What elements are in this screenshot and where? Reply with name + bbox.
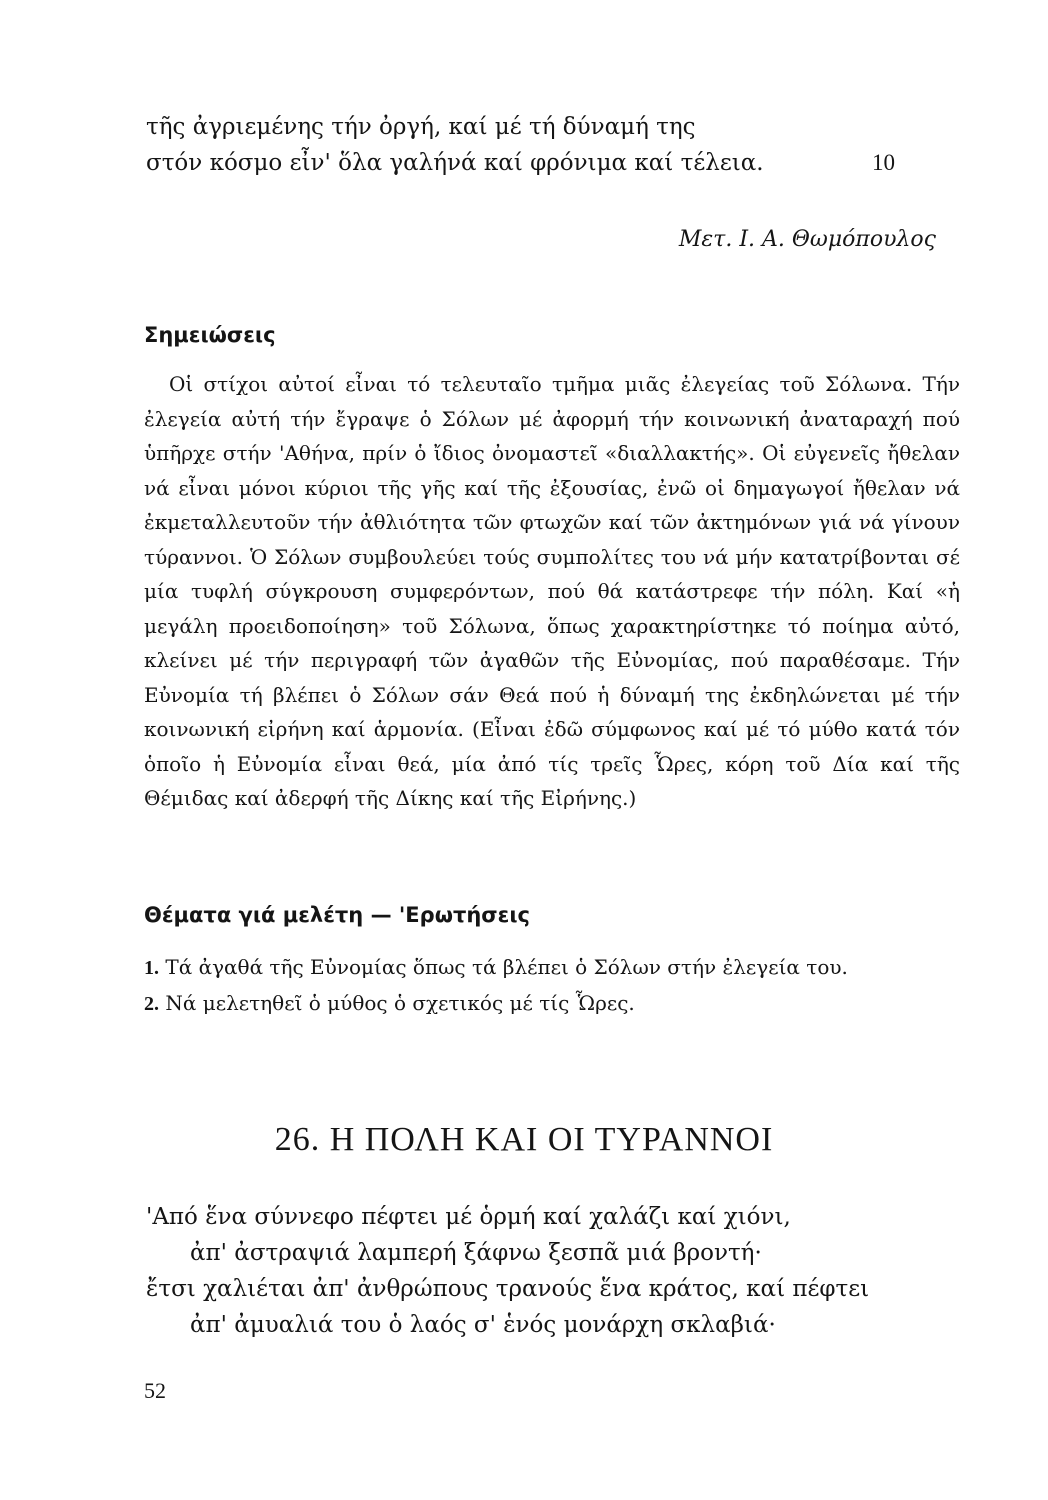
question-text: Νά μελετηθεῖ ὁ μύθος ὁ σχετικός μέ τίς Ὧρες. — [165, 990, 635, 1015]
question-number: 2. — [144, 992, 159, 1015]
poem-line: ἀπ' ἀμυαλιά του ὁ λαός σ' ἑνός μονάρχη σκλαβιά· — [190, 1312, 776, 1338]
poem-line: στόν κόσμο εἶν' ὅλα γαλήνά καί φρόνιμα καί τέλεια. — [146, 150, 764, 176]
poem-line: 'Από ἕνα σύννεφο πέφτει μέ ὁρμή καί χαλάζι καί χιόνι, — [146, 1204, 791, 1230]
questions-list — [144, 950, 974, 1021]
question-number: 1. — [144, 957, 159, 979]
notes-text — [144, 367, 960, 816]
translator-credit: Μετ. Ι. Α. Θωμόπουλος — [678, 227, 936, 252]
line-number: 10 — [872, 150, 895, 175]
page-number: 52 — [144, 1378, 166, 1403]
notes-heading: Σημειώσεις — [144, 323, 276, 347]
poem-line: ἔτσι χαλιέται ἀπ' ἀνθρώπους τρανούς ἕνα κράτος, καί πέφτει — [146, 1276, 870, 1302]
poem-line: τῆς ἀγριεμένης τήν ὀργή, καί μέ τή δύναμή της — [146, 114, 696, 140]
chapter-title: 26. Η ΠΟΛΗ ΚΑΙ ΟΙ ΤΥΡΑΝΝΟΙ — [274, 1121, 774, 1158]
question-text: Τά ἀγαθά τῆς Εὐνομίας ὅπως τά βλέπει ὁ Σόλων στήν ἐλεγεία του. — [165, 955, 848, 979]
question-item — [144, 986, 974, 1022]
question-item — [144, 950, 974, 986]
poem-line: ἀπ' ἀστραψιά λαμπερή ξάφνω ξεσπᾶ μιά βροντή· — [190, 1240, 762, 1266]
study-heading: Θέματα γιά μελέτη — 'Ερωτήσεις — [144, 903, 530, 927]
notes-paragraph: Οἱ στίχοι αὐτοί εἶναι τό τελευταῖο τμῆμα μιᾶς ἐλεγείας τοῦ Σόλωνα. Τήν ἐλεγεία αὐτή τήν ἔγραψε ὁ Σόλων μέ ἀφορμή τήν κοινωνική ἀναταραχή πού ὑπῆρχε στήν 'Αθήνα, πρίν ὁ ἴδιος ὀνομαστεῖ «διαλλακτής». Οἱ εὐγενεῖς ἤθελαν νά εἶναι μόνοι κύριοι τῆς γῆς καί τῆς ἐξουσίας, ἐνῶ οἱ δημαγωγοί ἤθελαν νά ἐκμεταλλευτοῦν τήν ἀθλιότητα τῶν φτωχῶν καί τῶν ἀκτημόνων γιά νά γίνουν τύραννοι. Ὁ Σόλων συμβουλεύει τούς συμπολίτες του νά μήν κατατρίβονται σέ μία τυφλή σύγκρουση συμφερόντων, πού θά κατάστρεφε τήν πόλη. Καί «ἡ μεγάλη προειδοποίηση» τοῦ Σόλωνα, ὅπως χαρακτηρίστηκε τό ποίημα αὐτό, κλείνει μέ τήν περιγραφή τῶν ἀγαθῶν τῆς Εὐνομίας, πού παραθέσαμε. Τήν Εὐνομία τή βλέπει ὁ Σόλων σάν Θεά πού ἡ δύναμή της ἐκδηλώνεται μέ τήν κοινωνική εἰρήνη καί ἁρμονία. (Εἶναι ἐδῶ σύμφωνος καί μέ τό μύθο κατά τόν ὁποῖο ἡ Εὐνομία εἶναι θεά, μία ἀπό τίς τρεῖς Ὧρες, κόρη τοῦ Δία καί τῆς Θέμιδας καί ἀδερφή τῆς Δίκης καί τῆς Εἰρήνης.) — [144, 372, 960, 810]
